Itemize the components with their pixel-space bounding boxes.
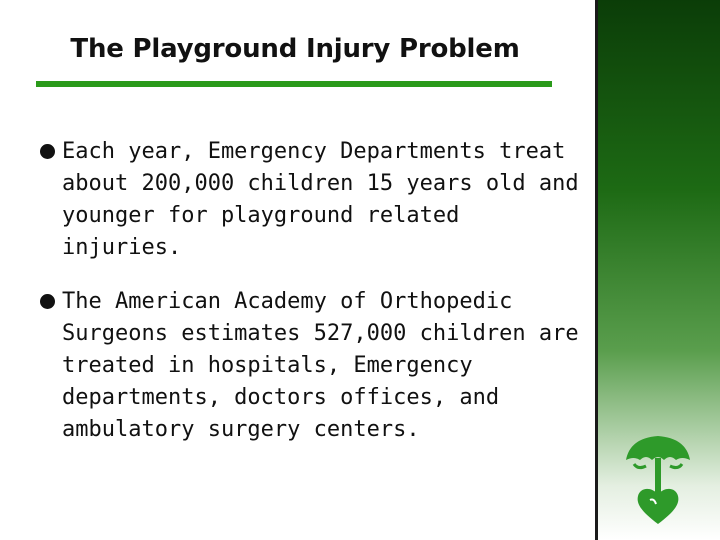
title-underline xyxy=(36,81,552,87)
slide-title: The Playground Injury Problem xyxy=(70,34,520,64)
bullet-text: Each year, Emergency Departments treat about 200,000 children 15 years old and younger for playground related injuries. xyxy=(62,139,579,260)
bullet-dot-icon xyxy=(40,294,55,309)
bullet-list xyxy=(38,136,583,468)
bullet-item xyxy=(38,286,583,446)
bullet-text: The American Academy of Orthopedic Surgeons estimates 527,000 children are treated in hospitals, Emergency departments, doctors offices, and ambulatory surgery centers. xyxy=(62,289,579,442)
tree-heart-logo-icon xyxy=(620,430,696,530)
bullet-dot-icon xyxy=(40,144,55,159)
bullet-item xyxy=(38,136,583,264)
